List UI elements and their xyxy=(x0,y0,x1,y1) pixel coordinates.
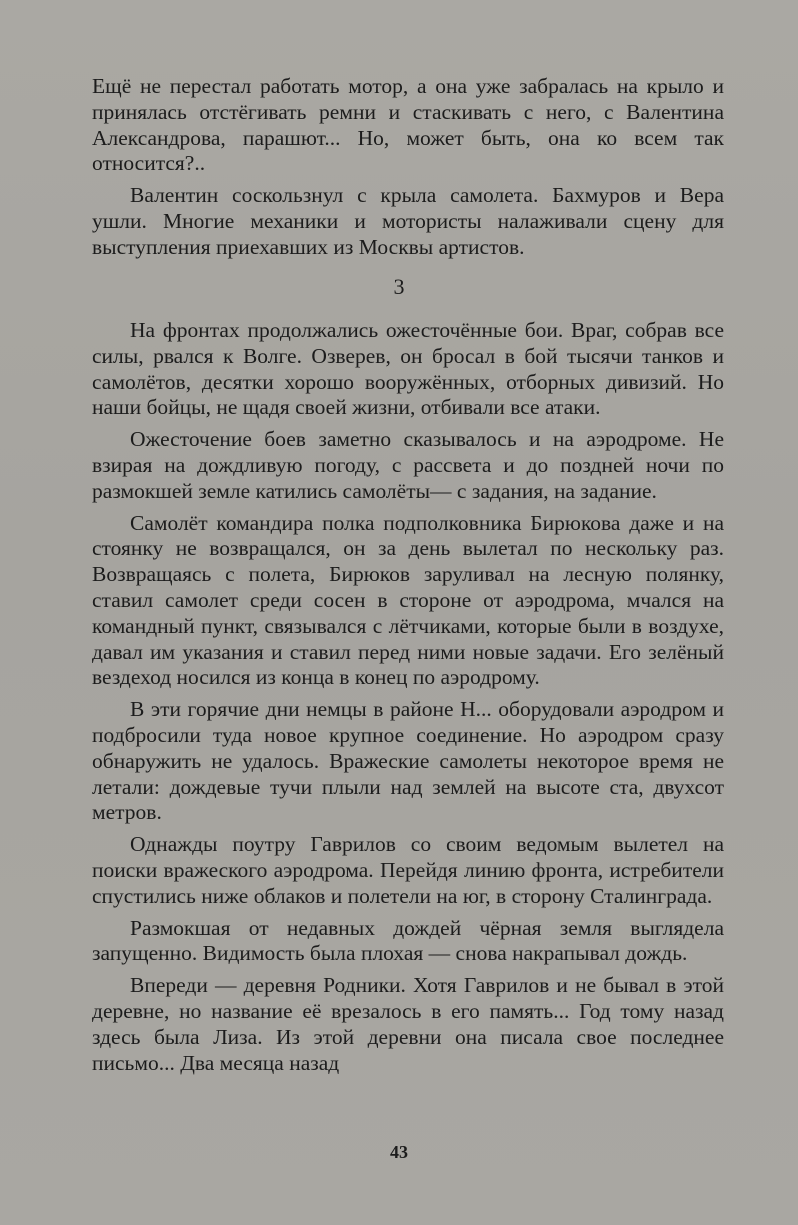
paragraph: На фронтах продолжались ожесточённые бои. Враг, собрав все силы, рвался к Волге. Озверев, он бросал в бой тысячи танков и самолётов, десятки хорошо вооружённых, отборных дивизий. Но наши бойцы, не щадя своей жизни, отбивали все атаки. xyxy=(92,318,724,420)
text-block-top xyxy=(92,74,724,267)
paragraph: Впереди — деревня Родники. Хотя Гаврилов и не бывал в этой деревне, но название её врезалось в его память... Год тому назад здесь была Лиза. Из этой деревни она писала свое последнее письмо... Два месяца назад xyxy=(92,973,724,1075)
section-number: 3 xyxy=(393,274,405,299)
paragraph: Размокшая от недавных дождей чёрная земля выглядела запущенно. Видимость была плохая — снова накрапывал дождь. xyxy=(92,915,724,966)
paragraph: Самолёт командира полка подполковника Бирюкова даже и на стоянку не возвращался, он за день вылетал по нескольку раз. Возвращаясь с полета, Бирюков заруливал на лесную полянку, ставил самолет среди сосен в стороне от аэродрома, мчался на командный пункт, связывался с лётчиками, которые были в воздухе, давал им указания и ставил перед ними новые задачи. Его зелёный вездеход носился из конца в конец по аэродрому. xyxy=(92,510,724,690)
paragraph: В эти горячие дни немцы в районе Н... оборудовали аэродром и подбросили туда новое крупное соединение. Но аэродром сразу обнаружить не удалось. Вражеские самолеты некоторое время не летали: дождевые тучи плыли над землей на высоте ста, двухсот метров. xyxy=(92,697,724,825)
paragraph: Ещё не перестал работать мотор, а она уже забралась на крыло и принялась отстёгивать ремни и стаскивать с него, с Валентина Александрова, парашют... Но, может быть, она ко всем так относится?.. xyxy=(92,74,724,176)
text-block-main xyxy=(92,318,724,1082)
paragraph: Однажды поутру Гаврилов со своим ведомым вылетел на поиски вражеского аэродрома. Перейдя линию фронта, истребители спустились ниже облаков и полетели на юг, в сторону Сталинграда. xyxy=(92,832,724,908)
paragraph: Валентин соскользнул с крыла самолета. Бахмуров и Вера ушли. Многие механики и мотористы налаживали сцену для выступления приехавших из Москвы артистов. xyxy=(92,183,724,259)
page-number: 43 xyxy=(390,1142,408,1162)
paragraph: Ожесточение боев заметно сказывалось и на аэродроме. Не взирая на дождливую погоду, с рассвета и до поздней ночи по размокшей земле катились самолёты— с задания, на задание. xyxy=(92,427,724,503)
